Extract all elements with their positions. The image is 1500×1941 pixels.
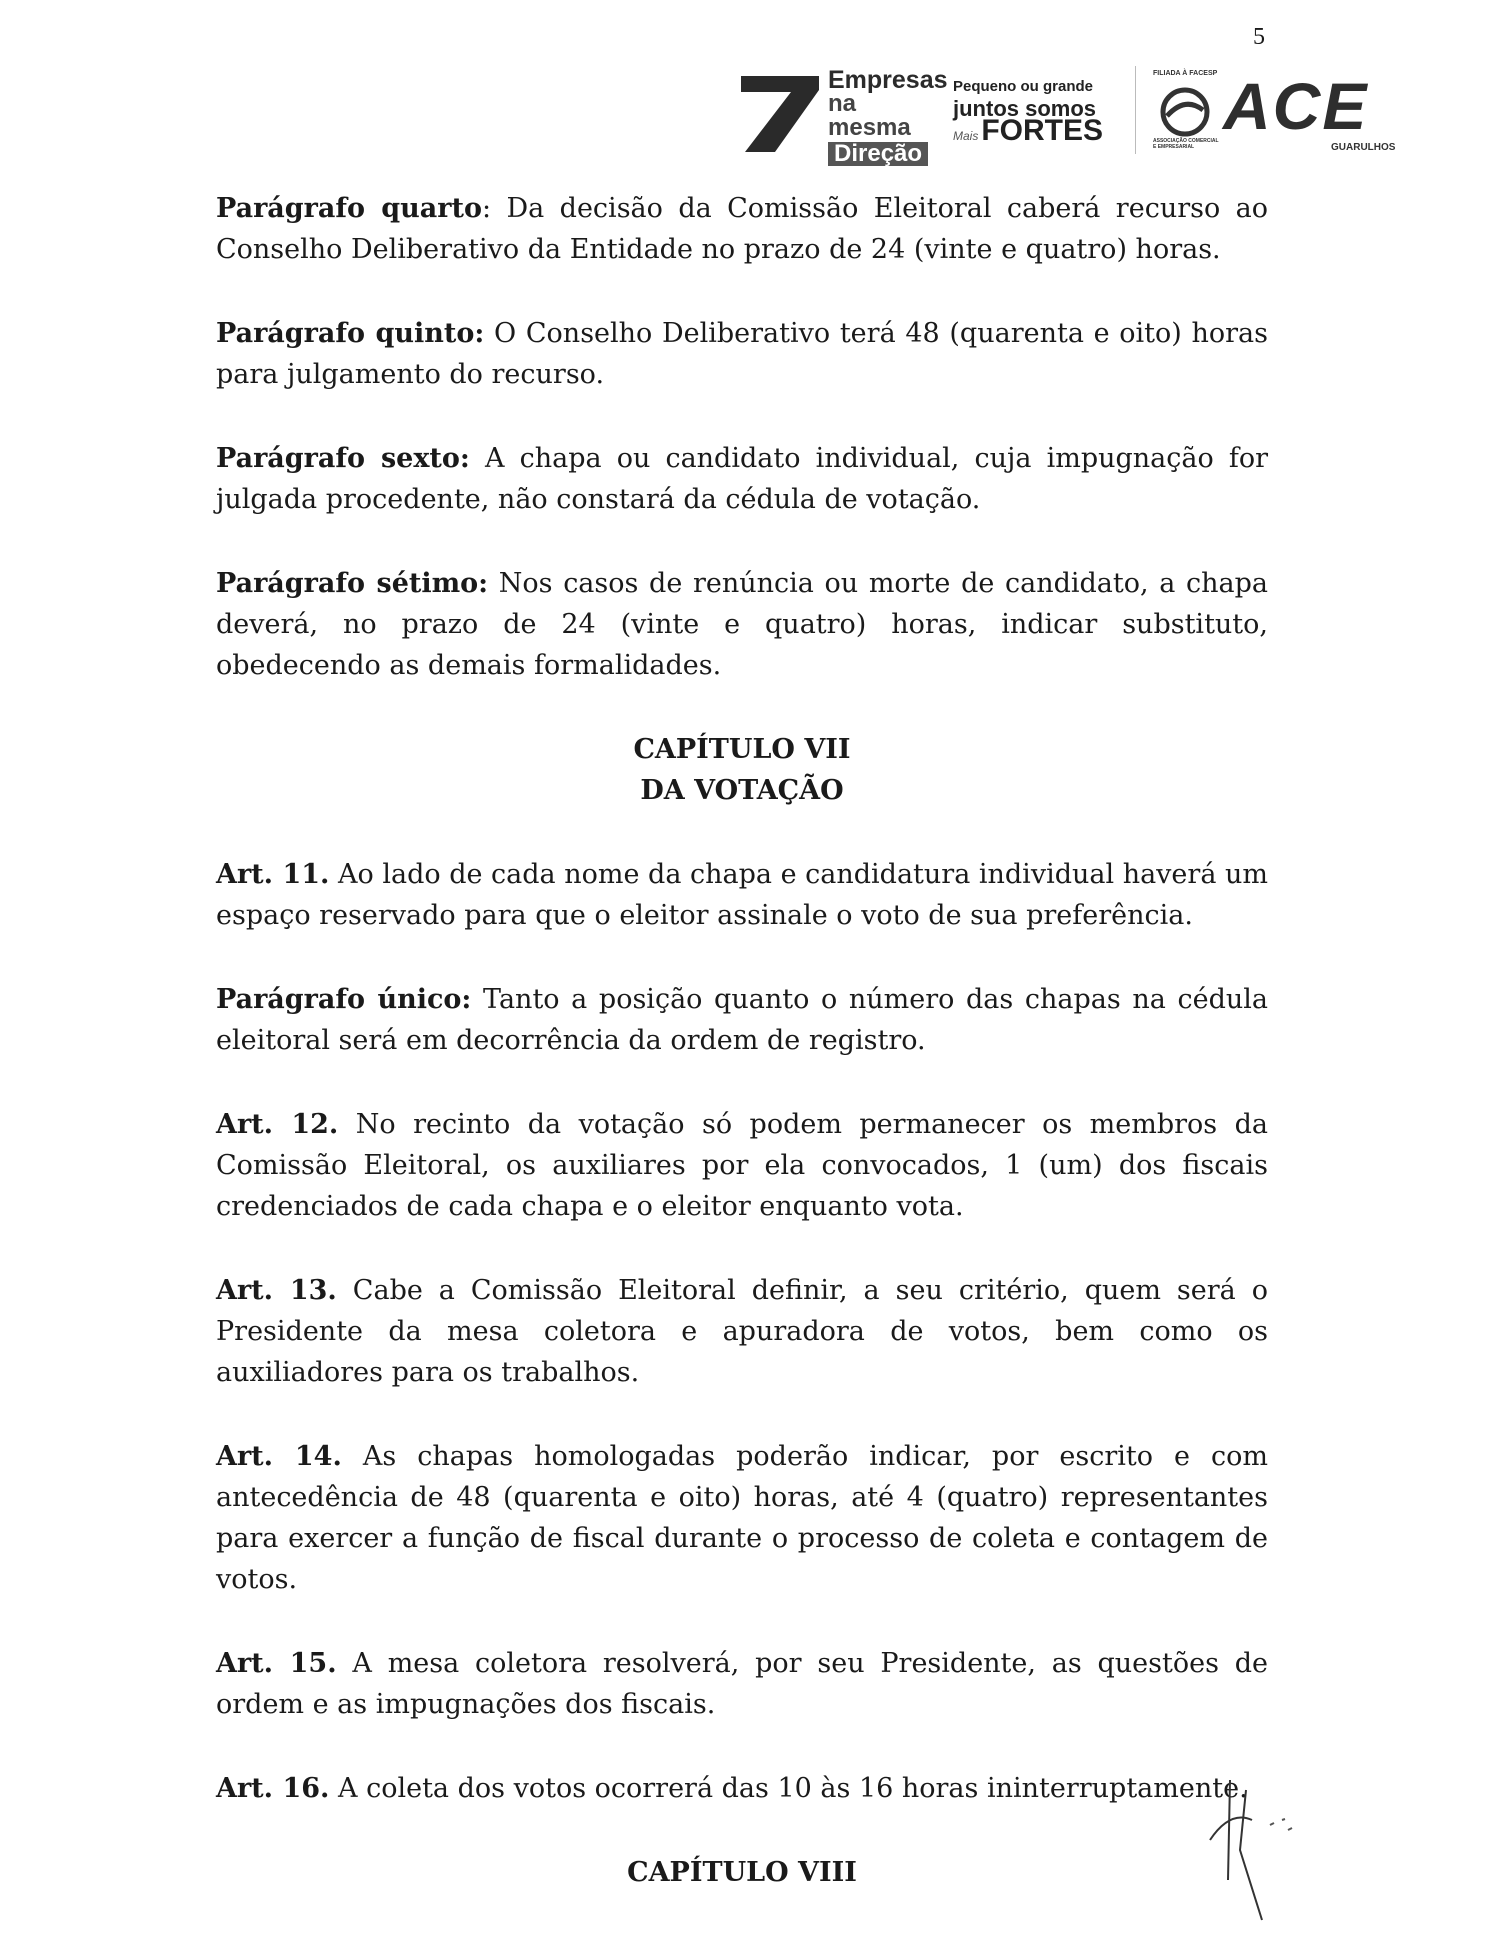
- paragraph-text: Cabe a Comissão Eleitoral definir, a seu critério, quem será o Presidente da mesa coletora e apuradora de votos, bem como os auxiliadores para os trabalhos.: [216, 1275, 1268, 1388]
- header-logos: [735, 66, 1405, 167]
- arrow-logo-icon: [735, 70, 823, 154]
- paragraph: [216, 1768, 1268, 1809]
- ace-letters: ACE: [1223, 69, 1369, 143]
- paragraph-label: Art. 11.: [216, 859, 330, 890]
- logo-fortes-big: FORTES: [981, 114, 1104, 147]
- paragraph-label: Art. 14.: [216, 1441, 342, 1472]
- chapter-number: CAPÍTULO VII: [633, 734, 851, 765]
- chapter-title: DA VOTAÇÃO: [640, 775, 844, 806]
- logo-fortes-small: Mais: [953, 129, 979, 143]
- paragraph-label: Art. 13.: [216, 1275, 337, 1306]
- paragraph: [216, 1104, 1268, 1227]
- paragraph: [216, 313, 1268, 395]
- logo-fortes: [953, 76, 1123, 147]
- paragraph-text: As chapas homologadas poderão indicar, por escrito e com antecedência de 48 (quarenta e oito) horas, até 4 (quatro) representantes para exercer a função de fiscal durante o processo de coleta e contagem de votos.: [216, 1441, 1268, 1595]
- paragraph-label: Art. 15.: [216, 1648, 337, 1679]
- paragraph-text: A coleta dos votos ocorrerá das 10 às 16 horas ininterruptamente.: [329, 1773, 1248, 1804]
- logo-ace: [1153, 66, 1403, 158]
- ace-emblem-icon: [1159, 86, 1211, 138]
- paragraph-text: A mesa coletora resolverá, por seu Presidente, as questões de ordem e as impugnações dos fiscais.: [216, 1648, 1268, 1720]
- paragraph: [216, 979, 1268, 1061]
- ace-city: GUARULHOS: [1331, 142, 1396, 153]
- paragraph-label: Parágrafo sexto:: [216, 443, 470, 474]
- paragraph-label-separator: :: [481, 193, 492, 224]
- ace-filiada-text: FILIADA À FACESP: [1153, 70, 1218, 77]
- page-number: 5: [1253, 24, 1265, 50]
- signature-initials: [1200, 1770, 1310, 1930]
- paragraph: [216, 438, 1268, 520]
- paragraph-text: Tanto a posição quanto o número das chapas na cédula eleitoral será em decorrência da ordem de registro.: [216, 984, 1268, 1056]
- logo-empresas-line1: Empresas: [828, 66, 948, 94]
- paragraph-text: O Conselho Deliberativo terá 48 (quarenta e oito) horas para julgamento do recurso.: [216, 318, 1268, 390]
- paragraph-label: Parágrafo sétimo:: [216, 568, 489, 599]
- paragraph: [216, 1643, 1268, 1725]
- paragraph: [216, 854, 1268, 936]
- logo-fortes-line2: juntos somos: [953, 96, 1097, 121]
- logo-empresas-line2: na mesma: [828, 90, 911, 141]
- chapter-heading: [216, 729, 1268, 811]
- paragraph: [216, 1436, 1268, 1600]
- paragraph-text: Ao lado de cada nome da chapa e candidatura individual haverá um espaço reservado para que o eleitor assinale o voto de sua preferência.: [216, 859, 1268, 931]
- paragraph-label: Art. 16.: [216, 1773, 330, 1804]
- paragraph-text: Nos casos de renúncia ou morte de candidato, a chapa deverá, no prazo de 24 (vinte e quatro) horas, indicar substituto, obedecendo as demais formalidades.: [216, 568, 1268, 681]
- paragraph: [216, 563, 1268, 686]
- logo-fortes-line1: Pequeno ou grande: [953, 78, 1094, 95]
- chapter-heading: [216, 1852, 1268, 1893]
- paragraph-label: Parágrafo quarto: [216, 193, 482, 224]
- paragraph-text: No recinto da votação só podem permanecer os membros da Comissão Eleitoral, os auxiliares por ela convocados, 1 (um) dos fiscais credenciados de cada chapa e o eleitor enquanto vota.: [216, 1109, 1269, 1222]
- paragraph-text: A chapa ou candidato individual, cuja impugnação for julgada procedente, não constará da cédula de votação.: [216, 443, 1268, 515]
- ace-assoc-text: ASSOCIAÇÃO COMERCIAL E EMPRESARIAL: [1153, 138, 1219, 150]
- logo-empresas: [828, 66, 948, 169]
- logo-divider: [1135, 66, 1136, 154]
- logo-empresas-line3: Direção: [828, 142, 928, 166]
- paragraph-label: Parágrafo único:: [216, 984, 472, 1015]
- paragraph-label: Art. 12.: [216, 1109, 339, 1140]
- paragraph: [216, 188, 1268, 270]
- paragraph: [216, 1270, 1268, 1393]
- paragraph-text: Da decisão da Comissão Eleitoral caberá recurso ao Conselho Deliberativo da Entidade no prazo de 24 (vinte e quatro) horas.: [216, 193, 1268, 265]
- chapter-number: CAPÍTULO VIII: [627, 1857, 857, 1888]
- document-body: [216, 188, 1268, 1936]
- paragraph-label: Parágrafo quinto:: [216, 318, 485, 349]
